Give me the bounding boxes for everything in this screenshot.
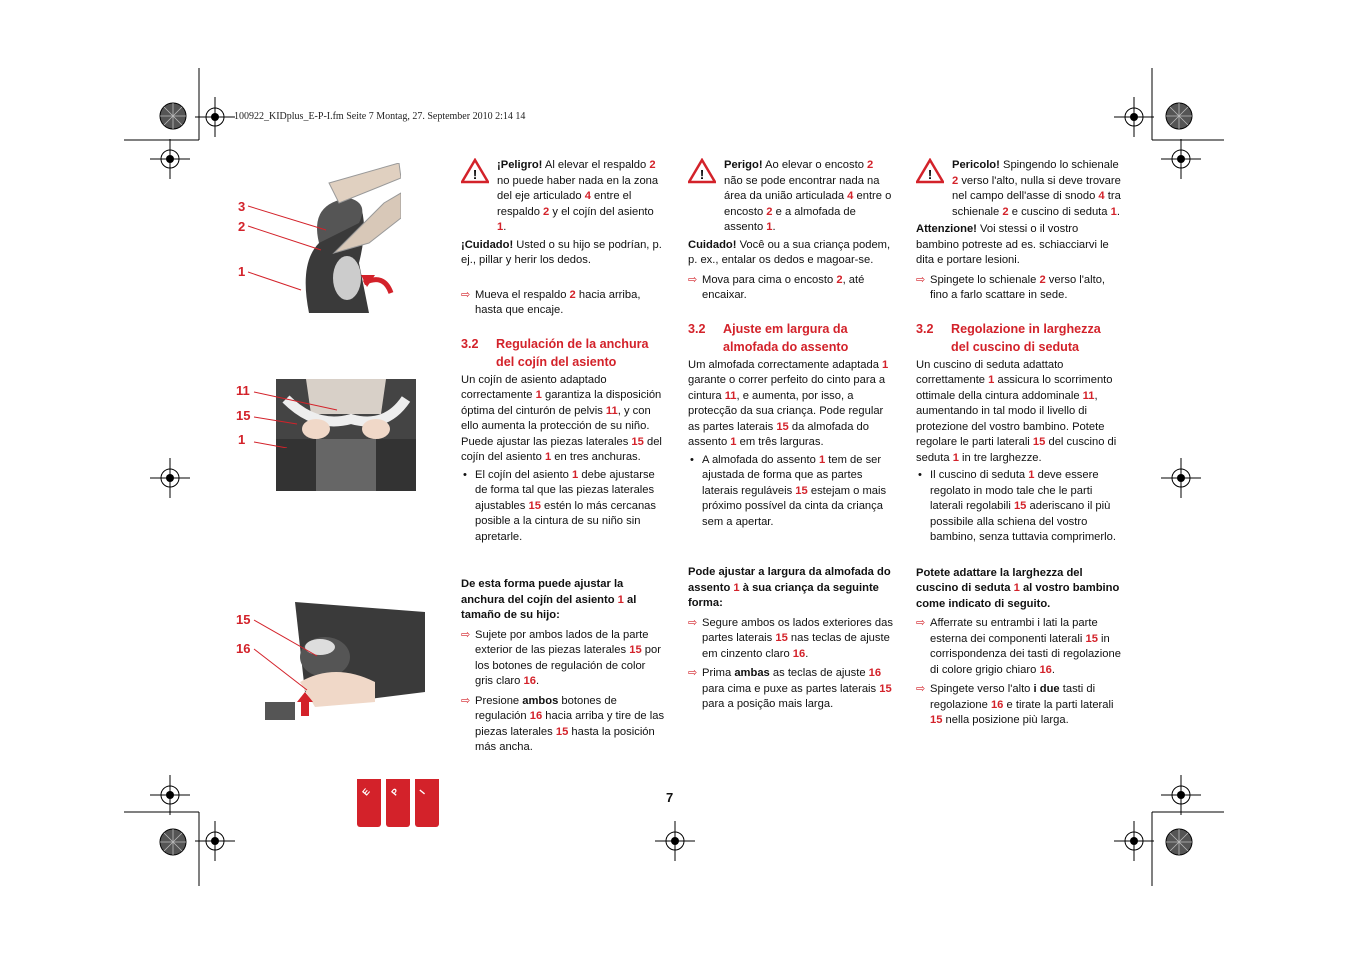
instruction-step: ⇨ Segure ambos os lados exteriores das partes laterais 15 nas teclas de ajuste em cinzento claro 16.	[688, 616, 893, 663]
svg-text:!: !	[472, 167, 478, 182]
danger-warning: Perigo! Ao elevar o encosto 2 não se pode encontrar nada na área da união articulada 4 entre o encosto 2 e a almofada de assento 1.	[724, 159, 892, 233]
registration-target-icon	[1114, 821, 1154, 861]
howto-heading: Pode ajustar a largura da almofada do assento 1 à sua criança da seguinte forma:	[688, 566, 891, 609]
section-heading: 3.2 Ajuste em largura da almofada do assento	[688, 321, 849, 354]
bullet-item: • Il cuscino di seduta 1 deve essere regolato in modo tale che le parti laterali regolabili 15 aderiscano il più possibile alla schiena del vostro bambino, senza tuttavia comprimerlo.	[916, 468, 1121, 546]
section-intro: Un cuscino di seduta adattato correttamente 1 assicura lo scorrimento ottimale della cintura addominale 11, aumentando in tal modo il livello di protezione del vostro bambino. Potete regolare le parti laterali 15 del cuscino di seduta 1 in tre larghezze.	[916, 358, 1117, 464]
danger-warning: ¡Peligro! Al elevar el respaldo 2 no puede haber nada en la zona del eje articulado 4 entre el respaldo 2 y el cojín del asiento 1.	[497, 159, 659, 233]
svg-text:!: !	[699, 167, 705, 182]
callout-number: 1	[238, 264, 246, 279]
registration-target-icon	[195, 821, 235, 861]
registration-target-icon	[1161, 775, 1201, 815]
page-number: 7	[666, 790, 674, 805]
language-tab-portuguese: P	[386, 779, 410, 827]
color-star-icon	[158, 827, 188, 857]
registration-target-icon	[150, 139, 190, 179]
registration-target-icon	[195, 97, 235, 137]
callout-number: 15	[236, 408, 251, 423]
color-star-icon	[158, 101, 188, 131]
registration-target-icon	[150, 775, 190, 815]
howto-heading: De esta forma puede ajustar la anchura del cojín del asiento 1 al tamaño de su hijo:	[461, 578, 637, 621]
instruction-step: ⇨ Mueva el respaldo 2 hacia arriba, hasta que encaje.	[461, 288, 666, 319]
registration-target-icon	[1161, 139, 1201, 179]
color-star-icon	[1164, 827, 1194, 857]
color-star-icon	[1164, 101, 1194, 131]
instruction-step: ⇨ Presione ambos botones de regulación 16 hacia arriba y tire de las piezas laterales 15 hasta la posición más ancha.	[461, 694, 666, 756]
bullet-item: • A almofada do assento 1 tem de ser ajustada de forma que as partes laterais reguláveis 15 estejam o mais próximo possível da cinta da criança sem a apertar.	[688, 453, 893, 531]
caution-note: Cuidado! Você ou a sua criança podem, p. ex., entalar os dedos e magoar-se.	[688, 238, 891, 266]
instruction-step: ⇨ Spingete verso l'alto i due tasti di regolazione 16 e tirate la parti laterali 15 nella posizione più larga.	[916, 682, 1121, 729]
howto-heading: Potete adattare la larghezza del cuscino di seduta 1 al vostro bambino come indicato di seguito.	[916, 566, 1120, 610]
column-italian	[916, 158, 1121, 729]
section-intro: Un cojín de asiento adaptado correctamente 1 garantiza la disposición óptima del cinturón de pelvis 11, y con ello aumenta la protección de su niño. Puede ajustar las piezas laterales 15 del cojín del asiento 1 en tres anchuras.	[461, 373, 662, 463]
caution-note: ¡Cuidado! Usted o su hijo se podrían, p. ej., pillar y herir los dedos.	[461, 238, 662, 266]
registration-target-icon	[1114, 97, 1154, 137]
callout-number: 11	[236, 383, 250, 398]
instruction-step: ⇨ Mova para cima o encosto 2, até encaixar.	[688, 273, 893, 304]
registration-target-icon	[655, 821, 695, 861]
registration-target-icon	[1161, 458, 1201, 498]
instruction-step: ⇨ Sujete por ambos lados de la parte exterior de las piezas laterales 15 por los botones de regulación de color gris claro 16.	[461, 628, 666, 690]
callout-leader-lines	[246, 200, 346, 300]
callout-number: 2	[238, 219, 246, 234]
instruction-step: ⇨ Spingete lo schienale 2 verso l'alto, fino a farlo scattare in sede.	[916, 273, 1121, 304]
instruction-step: ⇨ Afferrate su entrambi i lati la parte esterna dei componenti laterali 15 in corrispondenza dei tasti di regolazione di colore grigio chiaro 16.	[916, 616, 1121, 678]
registration-target-icon	[150, 458, 190, 498]
language-tab-italian: I	[415, 779, 439, 827]
section-heading: 3.2 Regulación de la anchura del cojín del asiento	[461, 336, 649, 369]
callout-number: 15	[236, 612, 251, 627]
warning-triangle-icon	[461, 158, 489, 184]
column-spanish	[461, 158, 666, 756]
file-header-line: 100922_KIDplus_E-P-I.fm Seite 7 Montag, 27. September 2010 2:14 14	[234, 111, 526, 122]
warning-triangle-icon	[688, 158, 716, 184]
svg-text:!: !	[927, 167, 933, 182]
column-portuguese	[688, 158, 893, 713]
callout-number: 1	[238, 432, 246, 447]
callout-leader-lines	[252, 388, 352, 448]
language-tab-spanish: E	[357, 779, 381, 827]
instruction-step: ⇨ Prima ambas as teclas de ajuste 16 para cima e puxe as partes laterais 15 para a posição mais larga.	[688, 666, 893, 713]
warning-triangle-icon	[916, 158, 944, 184]
caution-note: Attenzione! Voi stessi o il vostro bambino potreste ad es. schiacciarvi le dita e portare lesioni.	[916, 223, 1109, 266]
bullet-item: • El cojín del asiento 1 debe ajustarse de forma tal que las piezas laterales ajustables 15 estén lo más cercanas posible a la cintura de su niño sin apretarle.	[461, 468, 666, 546]
section-heading: 3.2 Regolazione in larghezza del cuscino di seduta	[916, 321, 1101, 354]
callout-number: 3	[238, 199, 246, 214]
callout-leader-lines	[252, 618, 332, 698]
section-intro: Um almofada correctamente adaptada 1 garante o correr perfeito do cinto para a cintura 11, e aumenta, por isso, a protecção da sua criança. Pode regular as partes laterais 15 da almofada do assento 1 em três larguras.	[688, 358, 889, 448]
callout-number: 16	[236, 641, 251, 656]
danger-warning: Pericolo! Spingendo lo schienale 2 verso l'alto, nulla si deve trovare nel campo dell'asse di snodo 4 tra schienale 2 e cuscino di seduta 1.	[952, 159, 1121, 218]
